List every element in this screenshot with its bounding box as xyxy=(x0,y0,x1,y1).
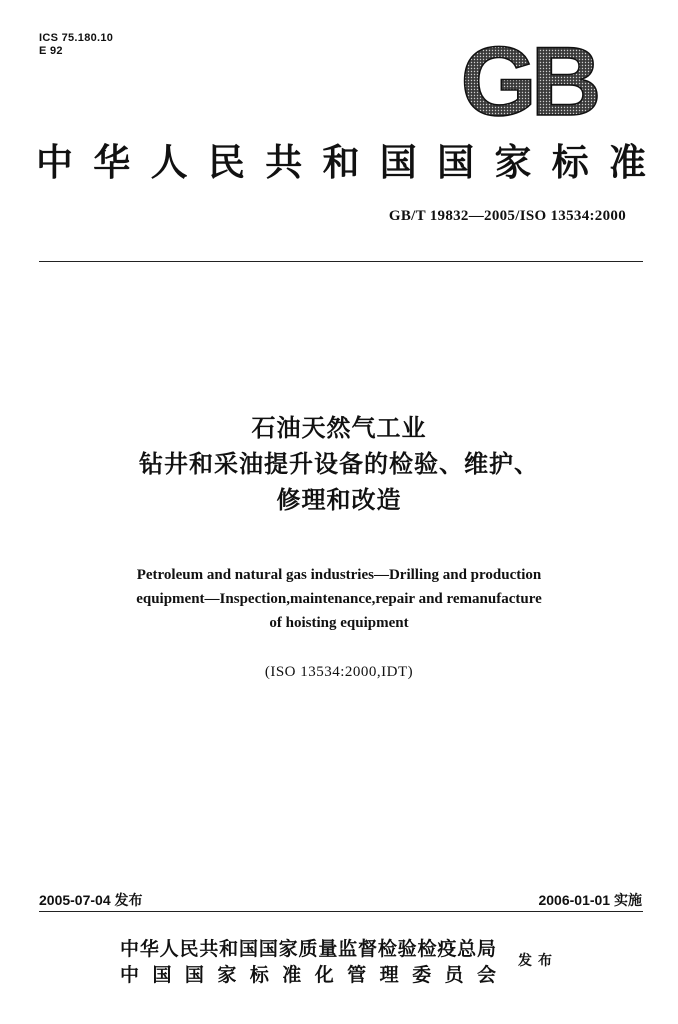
footer-divider xyxy=(39,911,643,912)
iso-equivalence: (ISO 13534:2000,IDT) xyxy=(264,664,414,680)
english-title-line-1: Petroleum and natural gas industries—Drilling and production xyxy=(136,567,542,583)
standard-code: GB/T 19832—2005/ISO 13534:2000 xyxy=(388,208,626,224)
english-title-line-2: equipment—Inspection,maintenance,repair and remanufacture xyxy=(136,591,542,607)
english-title xyxy=(0,563,678,635)
header-divider xyxy=(39,261,643,262)
ics-code: ICS 75.180.10 xyxy=(39,32,114,44)
classification-codes xyxy=(39,32,113,58)
national-standard-heading: 中华人民共和国国家标准 xyxy=(36,140,648,184)
chinese-title-line-1: 石油天然气工业 xyxy=(251,414,427,442)
chinese-title-line-2: 钻井和采油提升设备的检验、维护、 xyxy=(139,450,539,478)
ccs-code: E 92 xyxy=(39,45,63,57)
svg-text:GB: GB xyxy=(460,40,596,122)
effective-date: 2006-01-01 实施 xyxy=(538,892,642,908)
issuer-sac: 中国国家标准化管理委员会 xyxy=(120,964,496,986)
publish-date: 2005-07-04 发布 xyxy=(39,892,143,908)
issue-label: 发布 xyxy=(518,953,558,969)
chinese-title-line-3: 修理和改造 xyxy=(276,486,402,514)
english-title-line-3: of hoisting equipment xyxy=(269,615,409,631)
issuer-aqsiq: 中华人民共和国国家质量监督检验检疫总局 xyxy=(120,938,496,960)
gb-logo-graphic xyxy=(452,40,604,122)
gb-logo xyxy=(452,40,604,122)
chinese-title xyxy=(0,410,678,518)
